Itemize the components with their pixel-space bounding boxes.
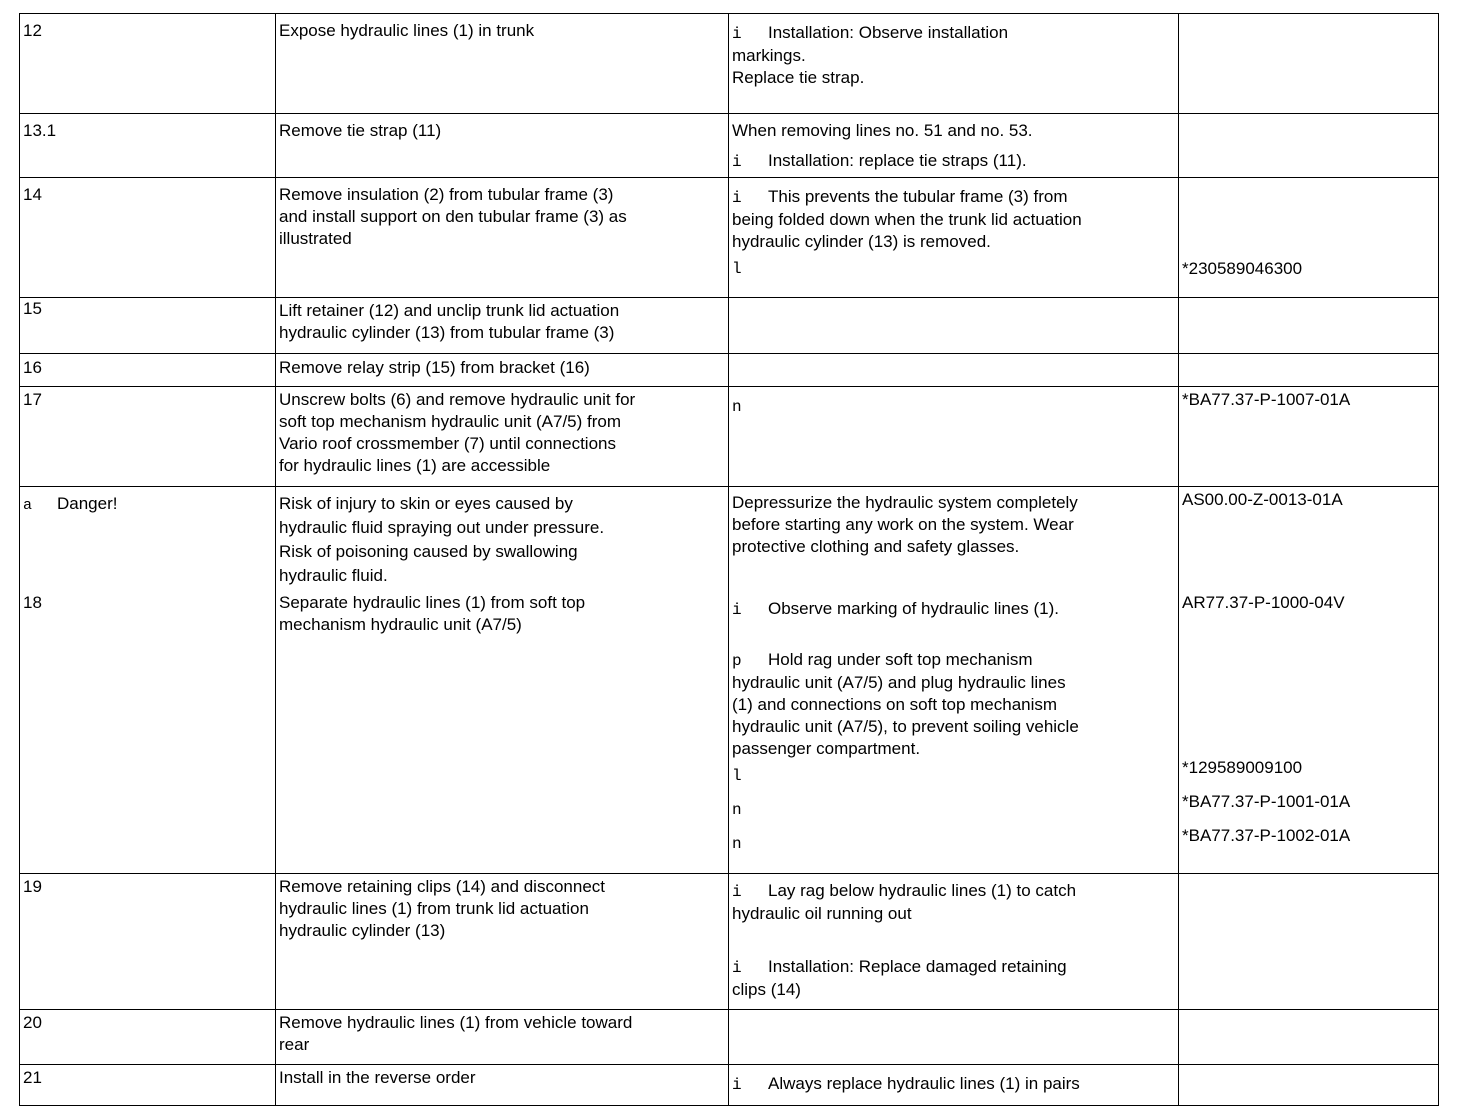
tool-reference[interactable]: *230589046300 [1182, 259, 1303, 278]
note-cell [729, 298, 1179, 354]
step-number: 19 [20, 873, 276, 1009]
reference-cell [1179, 487, 1439, 591]
step-number: 21 [20, 1064, 276, 1105]
note-cell [729, 1009, 1179, 1064]
reference-cell [1179, 590, 1439, 873]
operation-text: Separate hydraulic lines (1) from soft top mechanism hydraulic unit (A7/5) [276, 590, 729, 873]
reference-cell [1179, 1009, 1439, 1064]
step-number: 14 [20, 178, 276, 298]
step-number: 13.1 [20, 114, 276, 178]
table-row [20, 590, 1439, 873]
step-number: 20 [20, 1009, 276, 1064]
reference-cell [1179, 1064, 1439, 1105]
info-icon: i [732, 1075, 742, 1094]
note-cell: When removing lines no. 51 and no. 53. i Installation: replace tie straps (11). [729, 114, 1179, 178]
reference-cell [1179, 873, 1439, 1009]
risk-text: Risk of injury to skin or eyes caused by hydraulic fluid spraying out under pressure. Risk of poisoning caused by swallowing hydraulic fluid. [276, 487, 729, 591]
document-icon: n [732, 398, 742, 416]
procedure-table [19, 13, 1439, 1106]
table-row [20, 387, 1439, 487]
table-row [20, 114, 1439, 178]
note-cell: i Observe marking of hydraulic lines (1). p Hold rag under soft top mechanism hydraulic unit (A7/5) and plug hydraulic lines (1) and connections on soft top mechanism hydraulic unit (A7/5), to prevent soiling vehicle passenger compartment. l n n [729, 590, 1179, 873]
info-icon: i [732, 189, 742, 207]
operation-text: Remove insulation (2) from tubular frame (3) and install support on den tubular frame (3) as illustrated [276, 178, 729, 298]
operation-text: Lift retainer (12) and unclip trunk lid actuation hydraulic cylinder (13) from tubular frame (3) [276, 298, 729, 354]
info-icon: i [732, 882, 742, 901]
note-cell [729, 354, 1179, 387]
tool-icon: l [732, 767, 742, 785]
info-icon: i [732, 25, 742, 43]
operation-text: Remove relay strip (15) from bracket (16) [276, 354, 729, 387]
document-icon: n [732, 801, 742, 819]
table-row [20, 298, 1439, 354]
operation-text: Remove retaining clips (14) and disconnect hydraulic lines (1) from trunk lid actuation hydraulic cylinder (13) [276, 873, 729, 1009]
note-cell: i Installation: Observe installation markings. Replace tie strap. [729, 14, 1179, 114]
info-icon: i [732, 958, 742, 977]
info-icon: i [732, 601, 742, 619]
reference-cell [1179, 298, 1439, 354]
operation-text: Remove hydraulic lines (1) from vehicle toward rear [276, 1009, 729, 1064]
reference-cell [1179, 114, 1439, 178]
reference-cell [1179, 178, 1439, 298]
reference-cell [1179, 14, 1439, 114]
practical-tip-icon: p [732, 652, 742, 670]
table-row [20, 178, 1439, 298]
warning-icon: a [23, 497, 33, 514]
step-number: 15 [20, 298, 276, 354]
danger-label: a Danger! [20, 487, 276, 591]
note-cell [729, 387, 1179, 487]
tool-reference[interactable]: *129589009100 [1182, 758, 1303, 777]
info-icon: i [732, 153, 742, 171]
tool-icon: l [732, 260, 742, 278]
table-row [20, 1064, 1439, 1105]
table-row [20, 14, 1439, 114]
table-row [20, 354, 1439, 387]
note-cell: i Lay rag below hydraulic lines (1) to catch hydraulic oil running out i Installation: Replace damaged retaining clips (14) [729, 873, 1179, 1009]
reference-link[interactable]: AR77.37-P-1000-04V [1182, 593, 1345, 612]
reference-cell [1179, 387, 1439, 487]
operation-text: Expose hydraulic lines (1) in trunk [276, 14, 729, 114]
safety-reference[interactable]: AS00.00-Z-0013-01A [1182, 490, 1343, 509]
note-cell: i Always replace hydraulic lines (1) in pairs [729, 1064, 1179, 1105]
step-number: 17 [20, 387, 276, 487]
table-row [20, 1009, 1439, 1064]
operation-text: Remove tie strap (11) [276, 114, 729, 178]
safety-measures: Depressurize the hydraulic system completely before starting any work on the system. Wear protective clothing and safety glasses. [729, 487, 1179, 591]
document-reference[interactable]: *BA77.37-P-1007-01A [1182, 390, 1351, 409]
operation-text: Install in the reverse order [276, 1064, 729, 1105]
note-cell: i This prevents the tubular frame (3) from being folded down when the trunk lid actuation hydraulic cylinder (13) is removed. l [729, 178, 1179, 298]
reference-cell [1179, 354, 1439, 387]
step-number: 12 [20, 14, 276, 114]
document-icon: n [732, 835, 742, 853]
step-number: 18 [20, 590, 276, 873]
document-reference[interactable]: *BA77.37-P-1001-01A [1182, 792, 1351, 811]
step-number: 16 [20, 354, 276, 387]
table-row [20, 487, 1439, 591]
operation-text: Unscrew bolts (6) and remove hydraulic unit for soft top mechanism hydraulic unit (A7/5) from Vario roof crossmember (7) until connections for hydraulic lines (1) are accessible [276, 387, 729, 487]
document-reference[interactable]: *BA77.37-P-1002-01A [1182, 826, 1351, 845]
table-row [20, 873, 1439, 1009]
